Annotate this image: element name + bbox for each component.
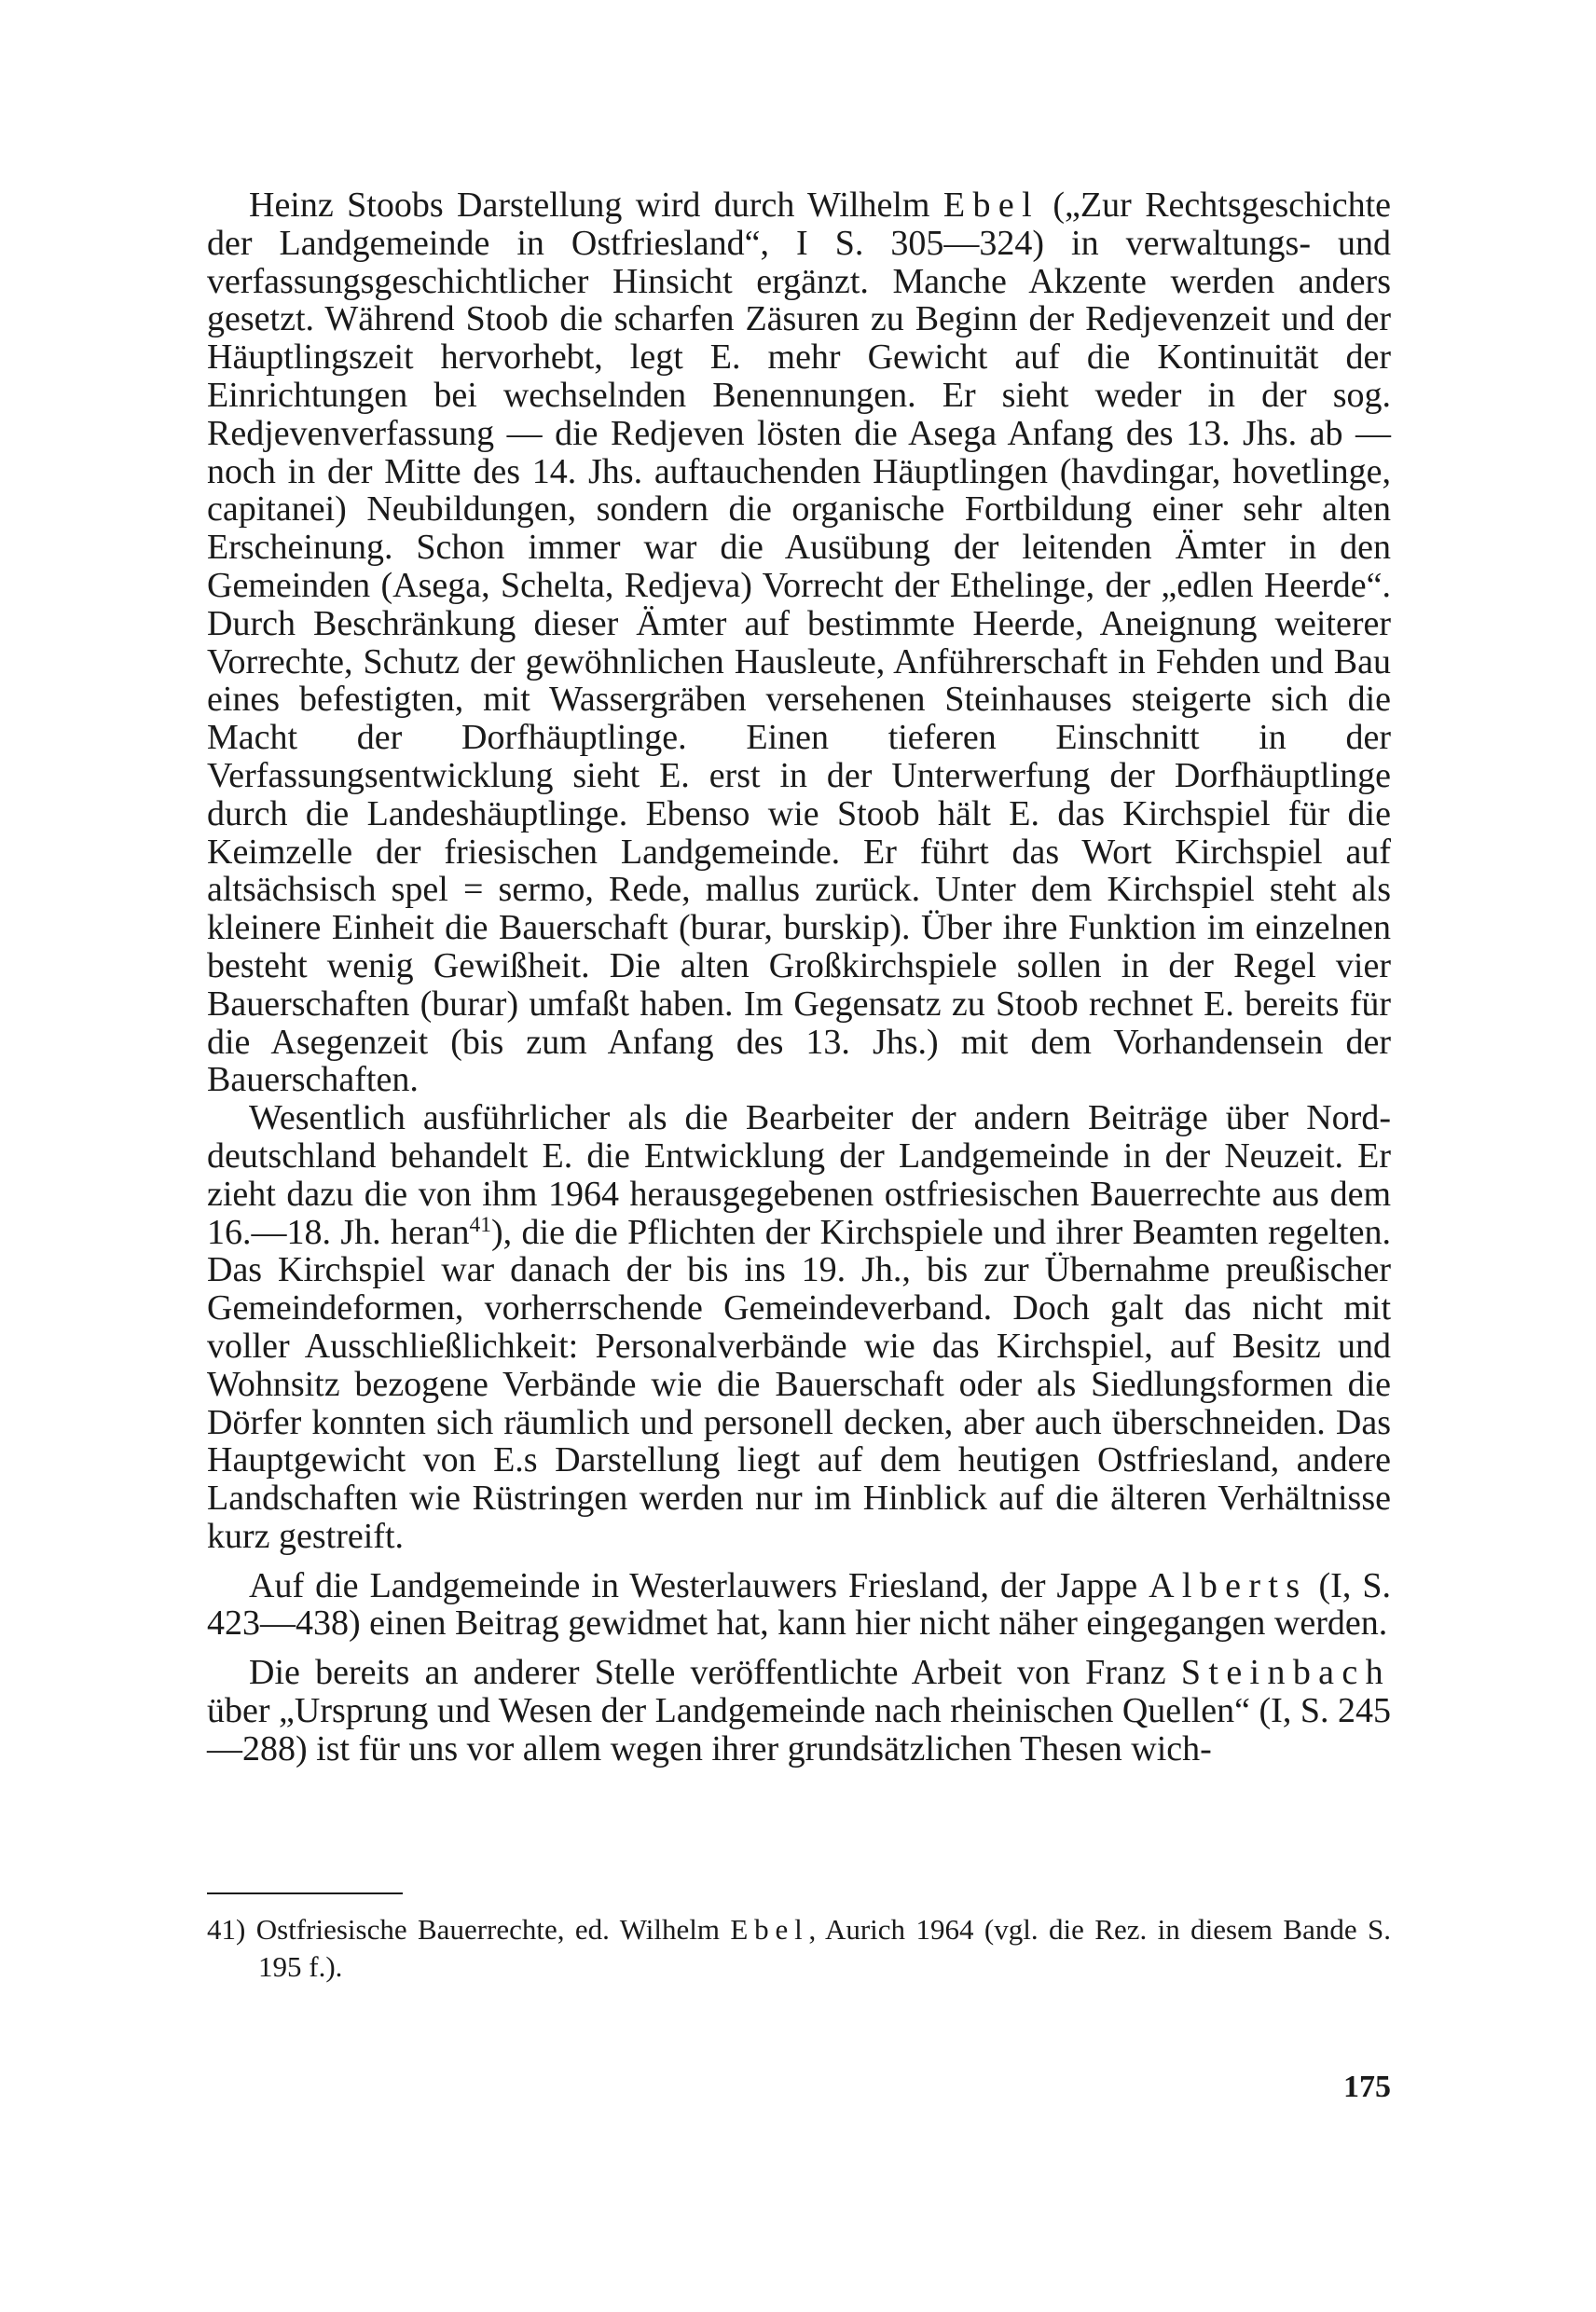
- text-run: , Aurich 1964 (vgl. die Rez. in diesem Bande S. 195 f.).: [258, 1913, 1391, 1983]
- text-run: ), die die Pflichten der Kirchspiele und ihrer Beamten regelten. Das Kirchspiel war danach der bis ins 19. Jh., bis zur Übernahme preußischer Gemeindeformen, vorherrschende Gemeindeverband. Doch galt das nicht mit voller Ausschließlichkeit: Personalverbände wie das Kirchspiel, auf Besitz und Wohnsitz bezogene Verbände wie die Bauerschaft oder als Siedlungsformen die Dörfer konnten sich räumlich und personell decken, aber auch überschneiden. Das Hauptgewicht von E.s Darstellung liegt auf dem heutigen Ostfriesland, andere Landschaften wie Rüstringen werden nur im Hinblick auf die älteren Verhältnisse kurz gestreift.: [207, 1212, 1391, 1556]
- footnote-reference-41[interactable]: 41: [469, 1212, 491, 1237]
- paragraph-westerlauwers: [207, 1567, 1391, 1644]
- text-run: über „Ursprung und Wesen der Landgemeinde nach rheinischen Quellen“ (I, S. 245—288) ist für uns vor allem wegen ihrer grundsätzlichen Thesen wich-: [207, 1691, 1391, 1768]
- footnote-marker: 41): [207, 1913, 246, 1946]
- author-name-steinbach: Steinbach: [1180, 1653, 1391, 1693]
- author-name-alberts: Alberts: [1149, 1565, 1308, 1605]
- footnote-41: [207, 1911, 1391, 1986]
- text-run: Heinz Stoobs Darstellung wird durch Wilhelm: [249, 186, 943, 225]
- paragraph-modern-era: [207, 1099, 1391, 1556]
- paragraph-steinbach: [207, 1654, 1391, 1768]
- author-name-ebel: Ebel: [730, 1913, 809, 1946]
- text-run: Die bereits an anderer Stelle veröffentlichte Arbeit von Franz: [249, 1653, 1181, 1693]
- text-run: Wesentlich ausführlicher als die Bearbeiter der andern Beiträge über Norddeutschland behandelt E. die Entwicklung der Landgemeinde in der Neuzeit. Er zieht dazu die von ihm 1964 herausgegebenen ostfriesischen Bauerrechte aus dem 16.—18. Jh. heran: [207, 1098, 1391, 1252]
- text-run: (I, S. 423—438) einen Beitrag gewidmet hat, kann hier nicht näher eingegangen werden.: [207, 1565, 1391, 1644]
- footnote-separator: [207, 1892, 403, 1894]
- author-name-ebel: Ebel: [942, 186, 1039, 225]
- document-page: [207, 186, 1391, 2191]
- text-run: Ostfriesische Bauerrechte, ed. Wilhelm: [245, 1913, 731, 1946]
- page-number: 175: [1343, 2070, 1391, 2104]
- text-run: („Zur Rechtsgeschichte der Landgemeinde in Ostfriesland“, I S. 305—324) in verwaltungs- und verfassungsgeschichtlicher Hinsicht ergänzt. Manche Akzente werden anders gesetzt. Während Stoob die scharfen Zäsuren zu Beginn der Redjevenzeit und der Häuptlingszeit hervorhebt, legt E. mehr Gewicht auf die Kontinuität der Einrichtungen bei wechselnden Benennungen. Er sieht weder in der sog. Redjevenverfassung — die Redjeven lösten die Asega Anfang des 13. Jhs. ab — noch in der Mitte des 14. Jhs. auftauchenden Häuptlingen (havdingar, hovetlinge, capitanei) Neubildungen, sondern die organische Fortbildung einer sehr alten Erscheinung. Schon immer war die Ausübung der leitenden Ämter in den Gemeinden (Asega, Schelta, Redjeva) Vorrecht der Ethelinge, der „edlen Heerde“. Durch Beschränkung dieser Ämter auf bestimmte Heerde, Aneignung weiterer Vorrechte, Schutz der gewöhnlichen Hausleute, Anführerschaft in Fehden und Bau eines befestigten, mit Wassergräben versehenen Steinhauses steigerte sich die Macht der Dorfhäuptlinge. Einen tieferen Einschnitt in der Verfassungsentwicklung sieht E. erst in der Unterwerfung der Dorfhäuptlinge durch die Landeshäuptlinge. Ebenso wie Stoob hält E. das Kirchspiel für die Keimzelle der friesischen Landgemeinde. Er führt das Wort Kirchspiel auf altsächsisch spel = sermo, Rede, mallus zurück. Unter dem Kirchspiel steht als kleinere Einheit die Bauerschaft (burar, burskip). Über ihre Funktion im einzelnen besteht wenig Gewißheit. Die alten Großkirchspiele sollen in der Regel vier Bauerschaften (burar) umfaßt haben. Im Gegensatz zu Stoob rechnet E. bereits für die Asegenzeit (bis zum Anfang des 13. Jhs.) mit dem Vorhandensein der Bauerschaften.: [207, 186, 1391, 1100]
- text-run: Auf die Landgemeinde in Westerlauwers Friesland, der Jappe: [249, 1565, 1149, 1605]
- paragraph-ebel-overview: [207, 186, 1391, 1099]
